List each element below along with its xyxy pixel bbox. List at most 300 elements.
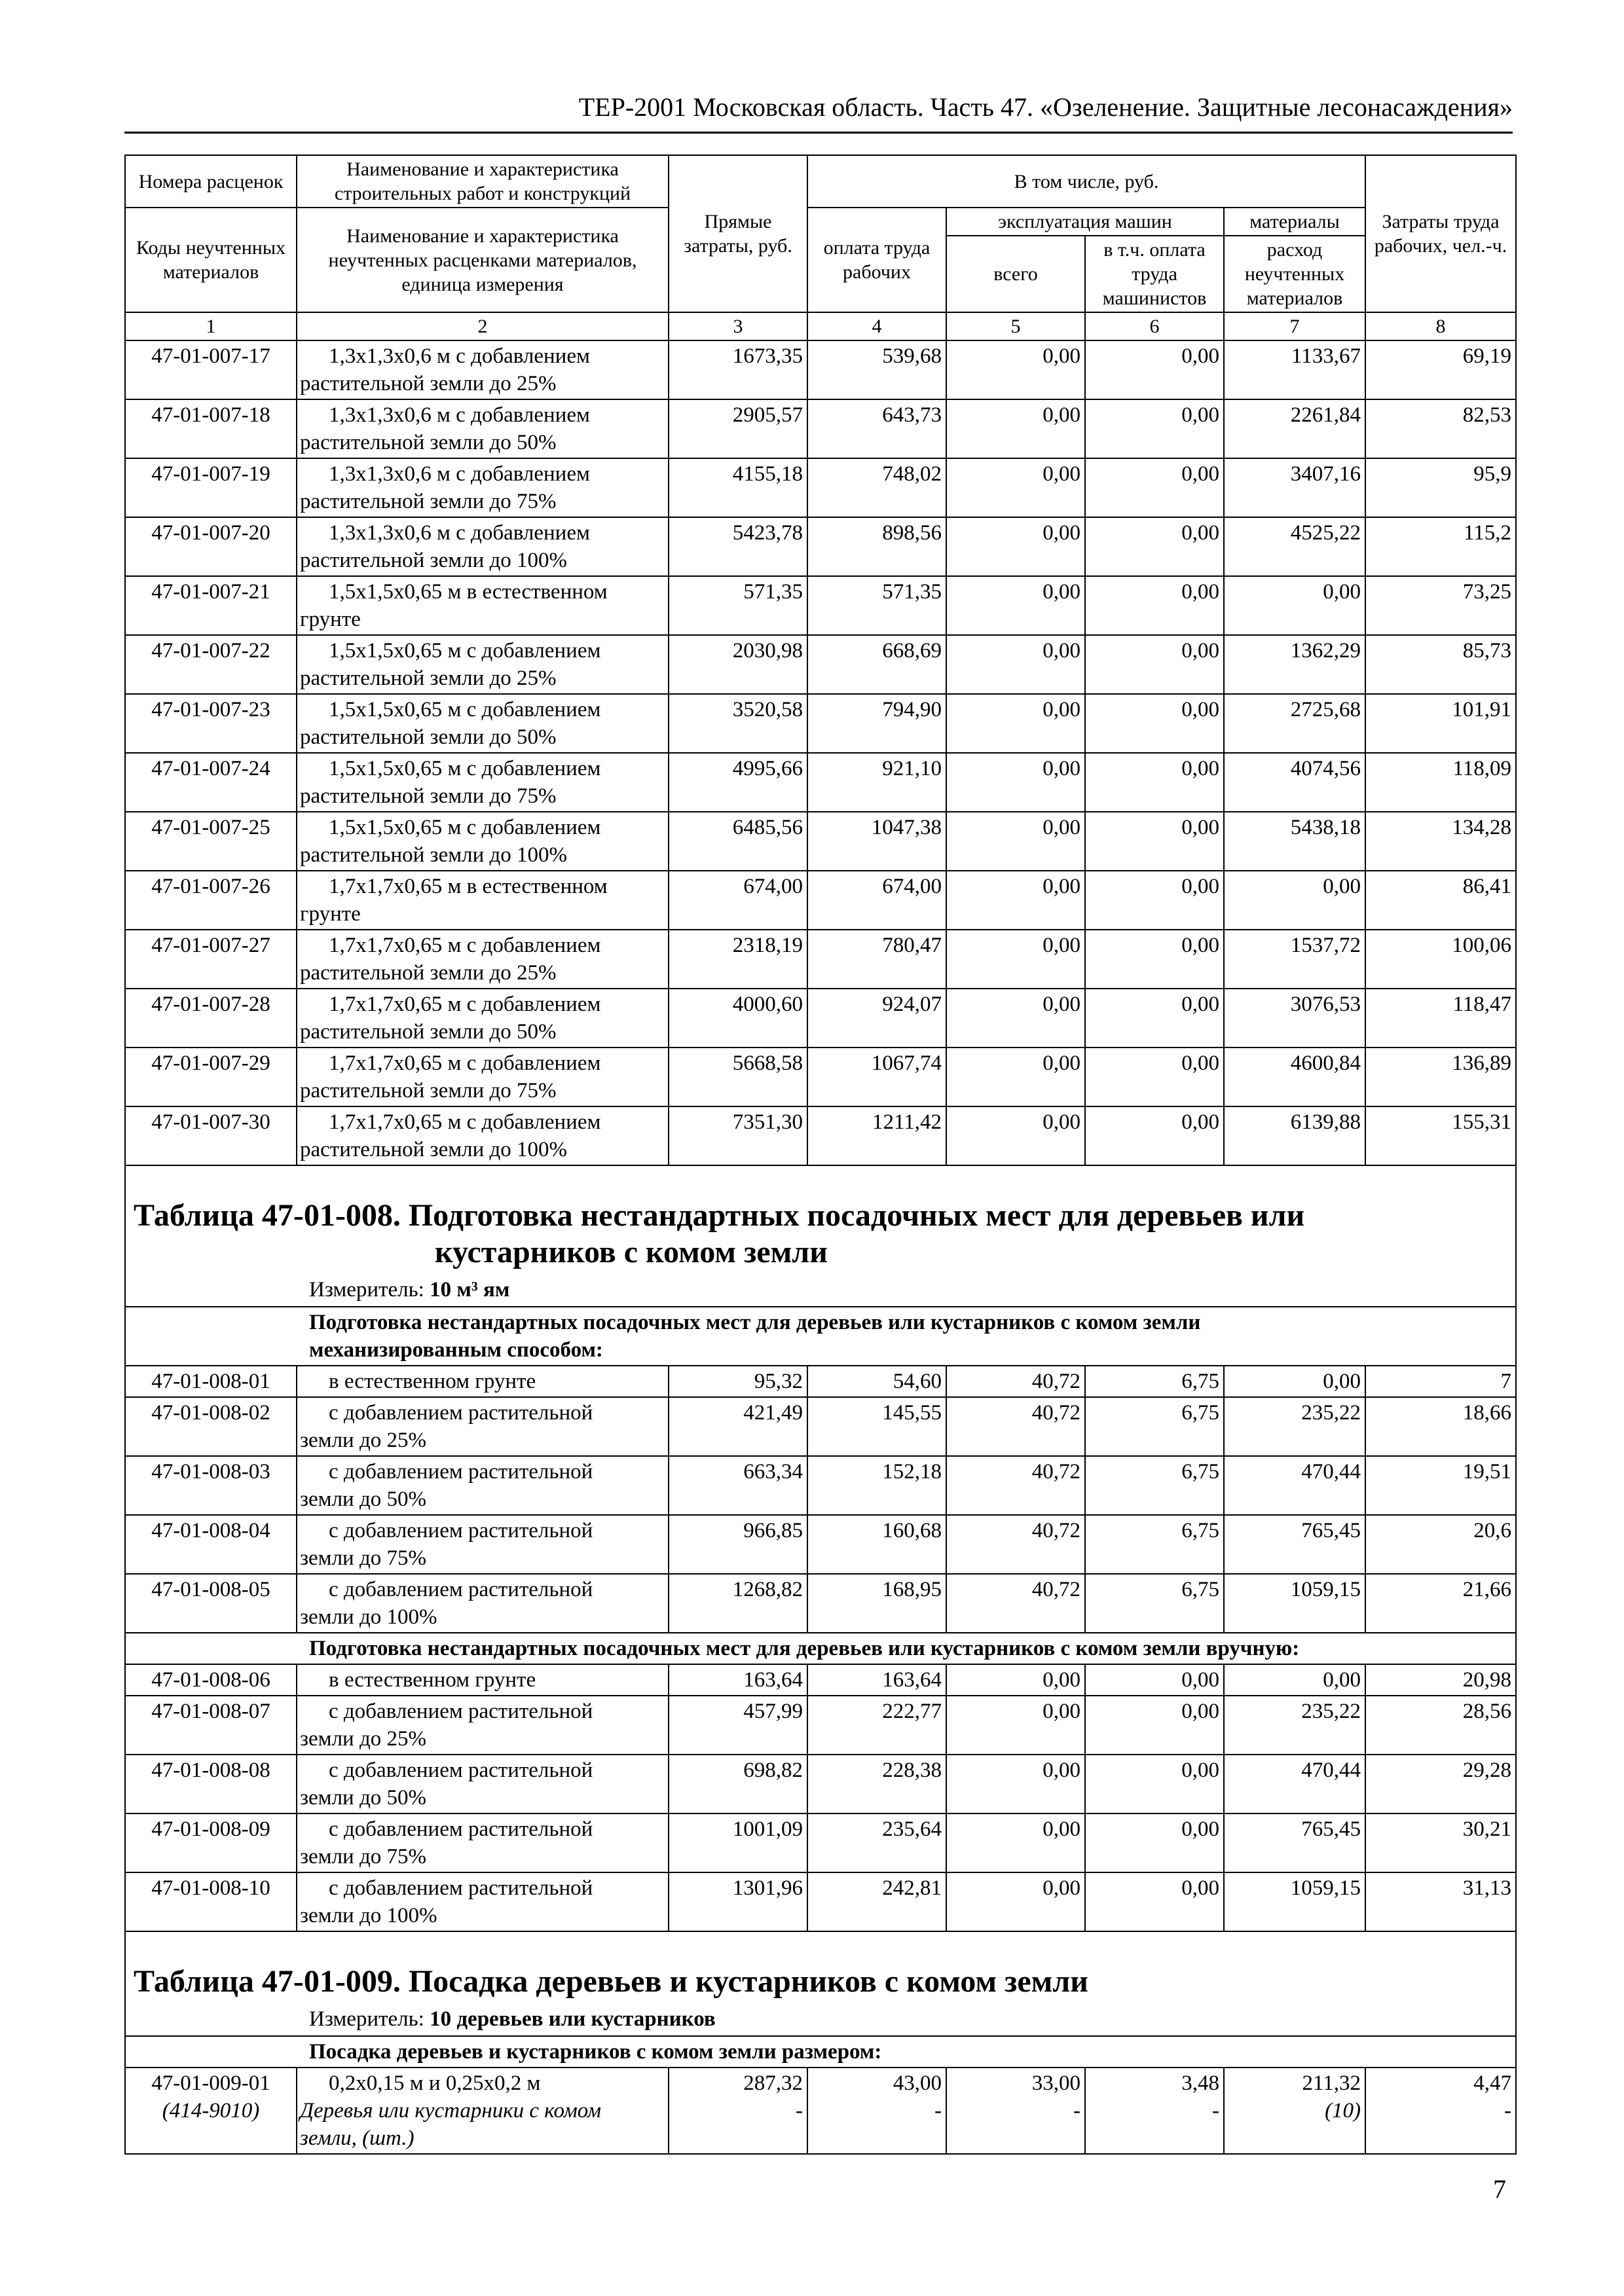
rate-name bbox=[297, 458, 669, 517]
rate-name-line2: земли до 25% bbox=[300, 1429, 426, 1452]
material-name-cont: земли, (шт.) bbox=[300, 2126, 415, 2150]
value-cell: 160,68 bbox=[807, 1515, 946, 1574]
table-row bbox=[125, 517, 1516, 576]
value-cell: 4155,18 bbox=[669, 458, 807, 517]
rate-name-line2: земли до 100% bbox=[300, 1904, 437, 1927]
header-row-2 bbox=[125, 208, 1516, 236]
value-cell: 663,34 bbox=[669, 1456, 807, 1515]
rate-code: 47-01-007-19 bbox=[125, 458, 297, 517]
value-cell: 1133,67 bbox=[1224, 340, 1365, 399]
price-table bbox=[124, 155, 1517, 2155]
running-header: ТЕР-2001 Московская область. Часть 47. «Озеленение. Защитные лесонасаждения» bbox=[124, 92, 1513, 134]
value-cell: 155,31 bbox=[1365, 1106, 1516, 1165]
table-008-measure bbox=[125, 1271, 1516, 1307]
rate-code: 47-01-007-18 bbox=[125, 399, 297, 458]
col-naim1: Наименование и характеристика строительных работ и конструкций bbox=[297, 155, 669, 208]
table-row bbox=[125, 635, 1516, 694]
value-cell: 0,00 bbox=[1085, 1872, 1224, 1931]
value-cell: 539,68 bbox=[807, 340, 946, 399]
rate-name-line1: 1,3х1,3х0,6 м с добавлением bbox=[329, 521, 590, 545]
value-cell: 40,72 bbox=[946, 1366, 1085, 1397]
col-materialy: материалы bbox=[1224, 208, 1365, 236]
cell-hours: 4,47 - bbox=[1365, 2068, 1516, 2154]
rate-name bbox=[297, 753, 669, 812]
rate-code: 47-01-007-17 bbox=[125, 340, 297, 399]
value-cell: 228,38 bbox=[807, 1755, 946, 1813]
table-row bbox=[125, 930, 1516, 989]
rate-name bbox=[297, 1872, 669, 1931]
table-row bbox=[125, 1397, 1516, 1456]
rate-code: 47-01-007-28 bbox=[125, 989, 297, 1048]
value-cell: 1211,42 bbox=[807, 1106, 946, 1165]
rate-name-line1: с добавлением растительной bbox=[329, 1401, 593, 1425]
value-cell: 6,75 bbox=[1085, 1456, 1224, 1515]
rate-name bbox=[297, 1813, 669, 1872]
value-cell: 235,64 bbox=[807, 1813, 946, 1872]
value-cell: 6,75 bbox=[1085, 1397, 1224, 1456]
value-cell: 69,19 bbox=[1365, 340, 1516, 399]
rate-name-line2: грунте bbox=[300, 902, 361, 926]
value-cell: 0,00 bbox=[1085, 812, 1224, 871]
table-row bbox=[125, 1515, 1516, 1574]
header-row-1 bbox=[125, 155, 1516, 208]
rate-name: 0,2х0,15 м и 0,25х0,2 м bbox=[329, 2071, 541, 2095]
col-num: 4 bbox=[807, 312, 946, 340]
table-row bbox=[125, 1755, 1516, 1813]
value-cell: 0,00 bbox=[946, 1872, 1085, 1931]
rate-code: 47-01-008-07 bbox=[125, 1696, 297, 1755]
table-row bbox=[125, 694, 1516, 753]
rate-name-line1: 1,5х1,5х0,65 м в естественном bbox=[329, 580, 608, 604]
rate-name bbox=[297, 576, 669, 635]
value-cell: 924,07 bbox=[807, 989, 946, 1048]
rate-name bbox=[297, 340, 669, 399]
value-cell: 242,81 bbox=[807, 1872, 946, 1931]
rate-code: 47-01-008-01 bbox=[125, 1366, 297, 1397]
value-cell: 674,00 bbox=[807, 871, 946, 930]
value-cell: 4000,60 bbox=[669, 989, 807, 1048]
table-009-measure-row bbox=[125, 2000, 1516, 2036]
value-cell: 643,73 bbox=[807, 399, 946, 458]
value-cell: 0,00 bbox=[946, 753, 1085, 812]
col-num: 3 bbox=[669, 312, 807, 340]
value-cell: 765,45 bbox=[1224, 1813, 1365, 1872]
rate-name-line1: 1,7х1,7х0,65 м с добавлением bbox=[329, 934, 601, 957]
value-cell: 4074,56 bbox=[1224, 753, 1365, 812]
value-cell: 921,10 bbox=[807, 753, 946, 812]
table-008-title bbox=[125, 1165, 1516, 1271]
value-cell: 457,99 bbox=[669, 1696, 807, 1755]
table-row bbox=[125, 340, 1516, 399]
value-cell: 28,56 bbox=[1365, 1696, 1516, 1755]
rate-name-line1: 1,7х1,7х0,65 м в естественном bbox=[329, 875, 608, 898]
rate-code: 47-01-008-10 bbox=[125, 1872, 297, 1931]
rate-name-line2: растительной земли до 75% bbox=[300, 490, 557, 513]
measure-label: Измеритель: bbox=[309, 1278, 424, 1302]
rate-name-line2: грунте bbox=[300, 608, 361, 631]
rate-name-line2: земли до 25% bbox=[300, 1727, 426, 1751]
value-cell: 0,00 bbox=[946, 930, 1085, 989]
rate-code: 47-01-007-23 bbox=[125, 694, 297, 753]
value-cell: 4600,84 bbox=[1224, 1048, 1365, 1106]
value-cell: 168,95 bbox=[807, 1574, 946, 1633]
table-008-title-line2: кустарников с комом земли bbox=[435, 1235, 828, 1269]
rate-code: 47-01-008-05 bbox=[125, 1574, 297, 1633]
rate-name bbox=[297, 1366, 669, 1397]
table-009-title bbox=[125, 1931, 1516, 2000]
value-cell: 1001,09 bbox=[669, 1813, 807, 1872]
rate-name-line2: растительной земли до 25% bbox=[300, 666, 557, 690]
rate-name-line1: в естественном грунте bbox=[329, 1668, 536, 1692]
rate-name-line1: 1,5х1,5х0,65 м с добавлением bbox=[329, 816, 601, 839]
rate-name-line2: растительной земли до 25% bbox=[300, 372, 557, 395]
value-cell: 1301,96 bbox=[669, 1872, 807, 1931]
value-cell: 1268,82 bbox=[669, 1574, 807, 1633]
value-cell: 0,00 bbox=[946, 1048, 1085, 1106]
rate-name-line1: 1,3х1,3х0,6 м с добавлением bbox=[329, 403, 590, 427]
value-cell: 421,49 bbox=[669, 1397, 807, 1456]
table-row bbox=[125, 576, 1516, 635]
rate-name bbox=[297, 989, 669, 1048]
rate-name-line1: с добавлением растительной bbox=[329, 1578, 593, 1601]
section-label: Посадка деревьев и кустарников с комом земли размером: bbox=[125, 2036, 1516, 2068]
table-row bbox=[125, 989, 1516, 1048]
cell-machines: 33,00 - bbox=[946, 2068, 1085, 2154]
value-cell: 95,9 bbox=[1365, 458, 1516, 517]
table-row bbox=[125, 871, 1516, 930]
value-cell: 571,35 bbox=[807, 576, 946, 635]
value-cell: 4995,66 bbox=[669, 753, 807, 812]
table-row bbox=[125, 1048, 1516, 1106]
table-row bbox=[125, 1696, 1516, 1755]
value-cell: 0,00 bbox=[1224, 1366, 1365, 1397]
table-row bbox=[125, 1664, 1516, 1696]
value-cell: 2725,68 bbox=[1224, 694, 1365, 753]
col-num: 5 bbox=[946, 312, 1085, 340]
rate-name-line2: растительной земли до 50% bbox=[300, 431, 557, 454]
value-cell: 6485,56 bbox=[669, 812, 807, 871]
rate-code: 47-01-007-30 bbox=[125, 1106, 297, 1165]
table-009-title-row bbox=[125, 1931, 1516, 2000]
table-row bbox=[125, 399, 1516, 458]
value-cell: 5423,78 bbox=[669, 517, 807, 576]
value-cell: 0,00 bbox=[946, 812, 1085, 871]
col-nomera: Номера расценок bbox=[125, 155, 297, 208]
rate-name-line2: растительной земли до 25% bbox=[300, 961, 557, 985]
value-cell: 0,00 bbox=[946, 989, 1085, 1048]
value-cell: 40,72 bbox=[946, 1397, 1085, 1456]
rate-name-line1: с добавлением растительной bbox=[329, 1519, 593, 1542]
rate-name-line1: с добавлением растительной bbox=[329, 1460, 593, 1484]
rate-name bbox=[297, 1574, 669, 1633]
value-cell: 698,82 bbox=[669, 1755, 807, 1813]
value-cell: 0,00 bbox=[946, 340, 1085, 399]
table-row bbox=[125, 753, 1516, 812]
value-cell: 235,22 bbox=[1224, 1696, 1365, 1755]
value-cell: 0,00 bbox=[946, 635, 1085, 694]
rate-code: 47-01-007-20 bbox=[125, 517, 297, 576]
value-cell: 1047,38 bbox=[807, 812, 946, 871]
cell-materials: 211,32 (10) bbox=[1224, 2068, 1365, 2154]
value-cell: 0,00 bbox=[946, 458, 1085, 517]
value-cell: 1362,29 bbox=[1224, 635, 1365, 694]
value-cell: 40,72 bbox=[946, 1515, 1085, 1574]
value-cell: 0,00 bbox=[946, 576, 1085, 635]
rate-code: 47-01-008-04 bbox=[125, 1515, 297, 1574]
value-cell: 18,66 bbox=[1365, 1397, 1516, 1456]
value-cell: 163,64 bbox=[807, 1664, 946, 1696]
value-cell: 0,00 bbox=[946, 1106, 1085, 1165]
col-vtom: В том числе, руб. bbox=[807, 155, 1365, 208]
rate-name-line1: 1,5х1,5х0,65 м с добавлением bbox=[329, 698, 601, 721]
value-cell: 222,77 bbox=[807, 1696, 946, 1755]
table-008-measure-row bbox=[125, 1271, 1516, 1307]
value-cell: 1059,15 bbox=[1224, 1872, 1365, 1931]
value-cell: 0,00 bbox=[946, 1755, 1085, 1813]
value-cell: 30,21 bbox=[1365, 1813, 1516, 1872]
value-cell: 794,90 bbox=[807, 694, 946, 753]
value-cell: 54,60 bbox=[807, 1366, 946, 1397]
value-cell: 40,72 bbox=[946, 1574, 1085, 1633]
rate-name-line1: с добавлением растительной bbox=[329, 1817, 593, 1841]
value-cell: 73,25 bbox=[1365, 576, 1516, 635]
col-num: 6 bbox=[1085, 312, 1224, 340]
value-cell: 2318,19 bbox=[669, 930, 807, 989]
value-cell: 95,32 bbox=[669, 1366, 807, 1397]
value-cell: 571,35 bbox=[669, 576, 807, 635]
rate-name bbox=[297, 694, 669, 753]
rate-name-line2: растительной земли до 100% bbox=[300, 1138, 568, 1161]
table-row bbox=[125, 1456, 1516, 1515]
rate-name-line2: растительной земли до 100% bbox=[300, 549, 568, 572]
table-row bbox=[125, 1366, 1516, 1397]
value-cell: 0,00 bbox=[1085, 458, 1224, 517]
rate-name-line1: с добавлением растительной bbox=[329, 1876, 593, 1900]
rate-name-line2: земли до 50% bbox=[300, 1487, 426, 1511]
value-cell: 6,75 bbox=[1085, 1366, 1224, 1397]
value-cell: 1067,74 bbox=[807, 1048, 946, 1106]
value-cell: 765,45 bbox=[1224, 1515, 1365, 1574]
rate-code: 47-01-007-27 bbox=[125, 930, 297, 989]
value-cell: 31,13 bbox=[1365, 1872, 1516, 1931]
value-cell: 152,18 bbox=[807, 1456, 946, 1515]
value-cell: 0,00 bbox=[946, 517, 1085, 576]
value-cell: 5438,18 bbox=[1224, 812, 1365, 871]
value-cell: 0,00 bbox=[1085, 1664, 1224, 1696]
section-row bbox=[125, 2036, 1516, 2068]
material-code: (414-9010) bbox=[162, 2099, 260, 2123]
table-row bbox=[125, 2068, 1516, 2154]
rate-name-line1: с добавлением растительной bbox=[329, 1758, 593, 1782]
col-vsego: всего bbox=[946, 236, 1085, 312]
value-cell: 118,47 bbox=[1365, 989, 1516, 1048]
value-cell: 0,00 bbox=[1085, 399, 1224, 458]
section-label-line2: механизированным способом: bbox=[309, 1338, 603, 1362]
value-cell: 0,00 bbox=[1085, 694, 1224, 753]
cell-direct: 287,32 - bbox=[669, 2068, 807, 2154]
value-cell: 6,75 bbox=[1085, 1515, 1224, 1574]
section-row bbox=[125, 1633, 1516, 1664]
rate-code: 47-01-007-29 bbox=[125, 1048, 297, 1106]
value-cell: 85,73 bbox=[1365, 635, 1516, 694]
table-008-title-row bbox=[125, 1165, 1516, 1271]
value-cell: 20,6 bbox=[1365, 1515, 1516, 1574]
value-cell: 21,66 bbox=[1365, 1574, 1516, 1633]
value-cell: 5668,58 bbox=[669, 1048, 807, 1106]
rate-name-line1: 1,3х1,3х0,6 м с добавлением bbox=[329, 462, 590, 486]
rate-name-line1: в естественном грунте bbox=[329, 1370, 536, 1393]
value-cell: 0,00 bbox=[1085, 1106, 1224, 1165]
rate-code: 47-01-007-25 bbox=[125, 812, 297, 871]
measure-label: Измеритель: bbox=[309, 2007, 424, 2031]
value-cell: 0,00 bbox=[1224, 576, 1365, 635]
rate-name bbox=[297, 812, 669, 871]
value-cell: 0,00 bbox=[1085, 871, 1224, 930]
rate-name-line2: растительной земли до 75% bbox=[300, 784, 557, 808]
material-name: Деревья или кустарники с комом bbox=[300, 2099, 602, 2123]
value-cell: 6139,88 bbox=[1224, 1106, 1365, 1165]
rate-name bbox=[297, 1397, 669, 1456]
rate-name bbox=[297, 930, 669, 989]
value-cell: 0,00 bbox=[1085, 989, 1224, 1048]
row-name bbox=[297, 2068, 669, 2154]
value-cell: 2905,57 bbox=[669, 399, 807, 458]
col-zatraty: Затраты труда рабочих, чел.-ч. bbox=[1365, 155, 1516, 312]
rate-name-line2: земли до 50% bbox=[300, 1786, 426, 1810]
value-cell: 0,00 bbox=[946, 694, 1085, 753]
table-009-measure bbox=[125, 2000, 1516, 2036]
value-cell: 1537,72 bbox=[1224, 930, 1365, 989]
value-cell: 163,64 bbox=[669, 1664, 807, 1696]
rate-name-line2: растительной земли до 100% bbox=[300, 843, 568, 867]
row-code bbox=[125, 2068, 297, 2154]
value-cell: 966,85 bbox=[669, 1515, 807, 1574]
value-cell: 0,00 bbox=[946, 871, 1085, 930]
value-cell: 3076,53 bbox=[1224, 989, 1365, 1048]
value-cell: 7 bbox=[1365, 1366, 1516, 1397]
value-cell: 20,98 bbox=[1365, 1664, 1516, 1696]
table-row bbox=[125, 1106, 1516, 1165]
value-cell: 1059,15 bbox=[1224, 1574, 1365, 1633]
table-row bbox=[125, 812, 1516, 871]
value-cell: 118,09 bbox=[1365, 753, 1516, 812]
value-cell: 235,22 bbox=[1224, 1397, 1365, 1456]
value-cell: 0,00 bbox=[946, 1696, 1085, 1755]
col-num: 8 bbox=[1365, 312, 1516, 340]
rate-code: 47-01-008-06 bbox=[125, 1664, 297, 1696]
value-cell: 780,47 bbox=[807, 930, 946, 989]
rate-name bbox=[297, 1696, 669, 1755]
col-oplata: оплата труда рабочих bbox=[807, 208, 946, 312]
value-cell: 470,44 bbox=[1224, 1456, 1365, 1515]
rate-code: 47-01-008-02 bbox=[125, 1397, 297, 1456]
rate-code: 47-01-007-21 bbox=[125, 576, 297, 635]
rate-name-line2: земли до 75% bbox=[300, 1845, 426, 1868]
col-num: 7 bbox=[1224, 312, 1365, 340]
value-cell: 0,00 bbox=[1085, 753, 1224, 812]
value-cell: 0,00 bbox=[1085, 340, 1224, 399]
rate-name bbox=[297, 1048, 669, 1106]
value-cell: 134,28 bbox=[1365, 812, 1516, 871]
value-cell: 0,00 bbox=[1085, 1048, 1224, 1106]
value-cell: 115,2 bbox=[1365, 517, 1516, 576]
column-numbers-row bbox=[125, 312, 1516, 340]
rate-name-line2: растительной земли до 75% bbox=[300, 1079, 557, 1102]
value-cell: 86,41 bbox=[1365, 871, 1516, 930]
cell-labor: 43,00 - bbox=[807, 2068, 946, 2154]
table-row bbox=[125, 458, 1516, 517]
value-cell: 29,28 bbox=[1365, 1755, 1516, 1813]
rate-name bbox=[297, 1755, 669, 1813]
col-pryamye: Прямые затраты, руб. bbox=[669, 155, 807, 312]
col-vtch: в т.ч. оплата труда машинистов bbox=[1085, 236, 1224, 312]
rate-code: 47-01-008-08 bbox=[125, 1755, 297, 1813]
rate-name bbox=[297, 1515, 669, 1574]
value-cell: 898,56 bbox=[807, 517, 946, 576]
rate-name bbox=[297, 635, 669, 694]
col-num: 1 bbox=[125, 312, 297, 340]
rate-name-line2: растительной земли до 50% bbox=[300, 725, 557, 749]
rate-name-line1: 1,7х1,7х0,65 м с добавлением bbox=[329, 1051, 601, 1075]
value-cell: 0,00 bbox=[946, 1664, 1085, 1696]
rate-name-line1: 1,7х1,7х0,65 м с добавлением bbox=[329, 1110, 601, 1134]
section-label: Подготовка нестандартных посадочных мест для деревьев или кустарников с комом земли вручную: bbox=[125, 1633, 1516, 1664]
value-cell: 1673,35 bbox=[669, 340, 807, 399]
value-cell: 0,00 bbox=[1085, 1755, 1224, 1813]
value-cell: 0,00 bbox=[946, 399, 1085, 458]
value-cell: 668,69 bbox=[807, 635, 946, 694]
value-cell: 40,72 bbox=[946, 1456, 1085, 1515]
value-cell: 3407,16 bbox=[1224, 458, 1365, 517]
col-naim2: Наименование и характеристика неучтенных расценками материалов, единица измерения bbox=[297, 208, 669, 312]
value-cell: 19,51 bbox=[1365, 1456, 1516, 1515]
value-cell: 748,02 bbox=[807, 458, 946, 517]
rate-name bbox=[297, 399, 669, 458]
value-cell: 0,00 bbox=[1224, 871, 1365, 930]
table-row bbox=[125, 1574, 1516, 1633]
cell-operators: 3,48 - bbox=[1085, 2068, 1224, 2154]
section-label-line1: Подготовка нестандартных посадочных мест для деревьев или кустарников с комом земли bbox=[309, 1311, 1201, 1334]
value-cell: 674,00 bbox=[669, 871, 807, 930]
value-cell: 0,00 bbox=[1085, 1813, 1224, 1872]
section-label bbox=[125, 1307, 1516, 1366]
rate-name bbox=[297, 871, 669, 930]
rate-name bbox=[297, 517, 669, 576]
rate-name-line1: с добавлением растительной bbox=[329, 1700, 593, 1723]
value-cell: 136,89 bbox=[1365, 1048, 1516, 1106]
col-kody: Коды неучтенных материалов bbox=[125, 208, 297, 312]
rate-name-line1: 1,3х1,3х0,6 м с добавлением bbox=[329, 344, 590, 368]
value-cell: 4525,22 bbox=[1224, 517, 1365, 576]
value-cell: 101,91 bbox=[1365, 694, 1516, 753]
value-cell: 0,00 bbox=[1085, 517, 1224, 576]
rate-name-line2: земли до 100% bbox=[300, 1605, 437, 1629]
rate-code: 47-01-007-26 bbox=[125, 871, 297, 930]
col-ekspl: эксплуатация машин bbox=[946, 208, 1224, 236]
rate-name-line1: 1,7х1,7х0,65 м с добавлением bbox=[329, 993, 601, 1016]
table-row bbox=[125, 1813, 1516, 1872]
rate-name bbox=[297, 1664, 669, 1696]
measure-value: 10 деревьев или кустарников bbox=[430, 2007, 716, 2031]
value-cell: 0,00 bbox=[1085, 1696, 1224, 1755]
value-cell: 0,00 bbox=[1224, 1664, 1365, 1696]
section-row bbox=[125, 1307, 1516, 1366]
rate-name-line2: растительной земли до 50% bbox=[300, 1020, 557, 1044]
value-cell: 0,00 bbox=[1085, 930, 1224, 989]
rate-name bbox=[297, 1456, 669, 1515]
value-cell: 82,53 bbox=[1365, 399, 1516, 458]
rate-code: 47-01-008-03 bbox=[125, 1456, 297, 1515]
